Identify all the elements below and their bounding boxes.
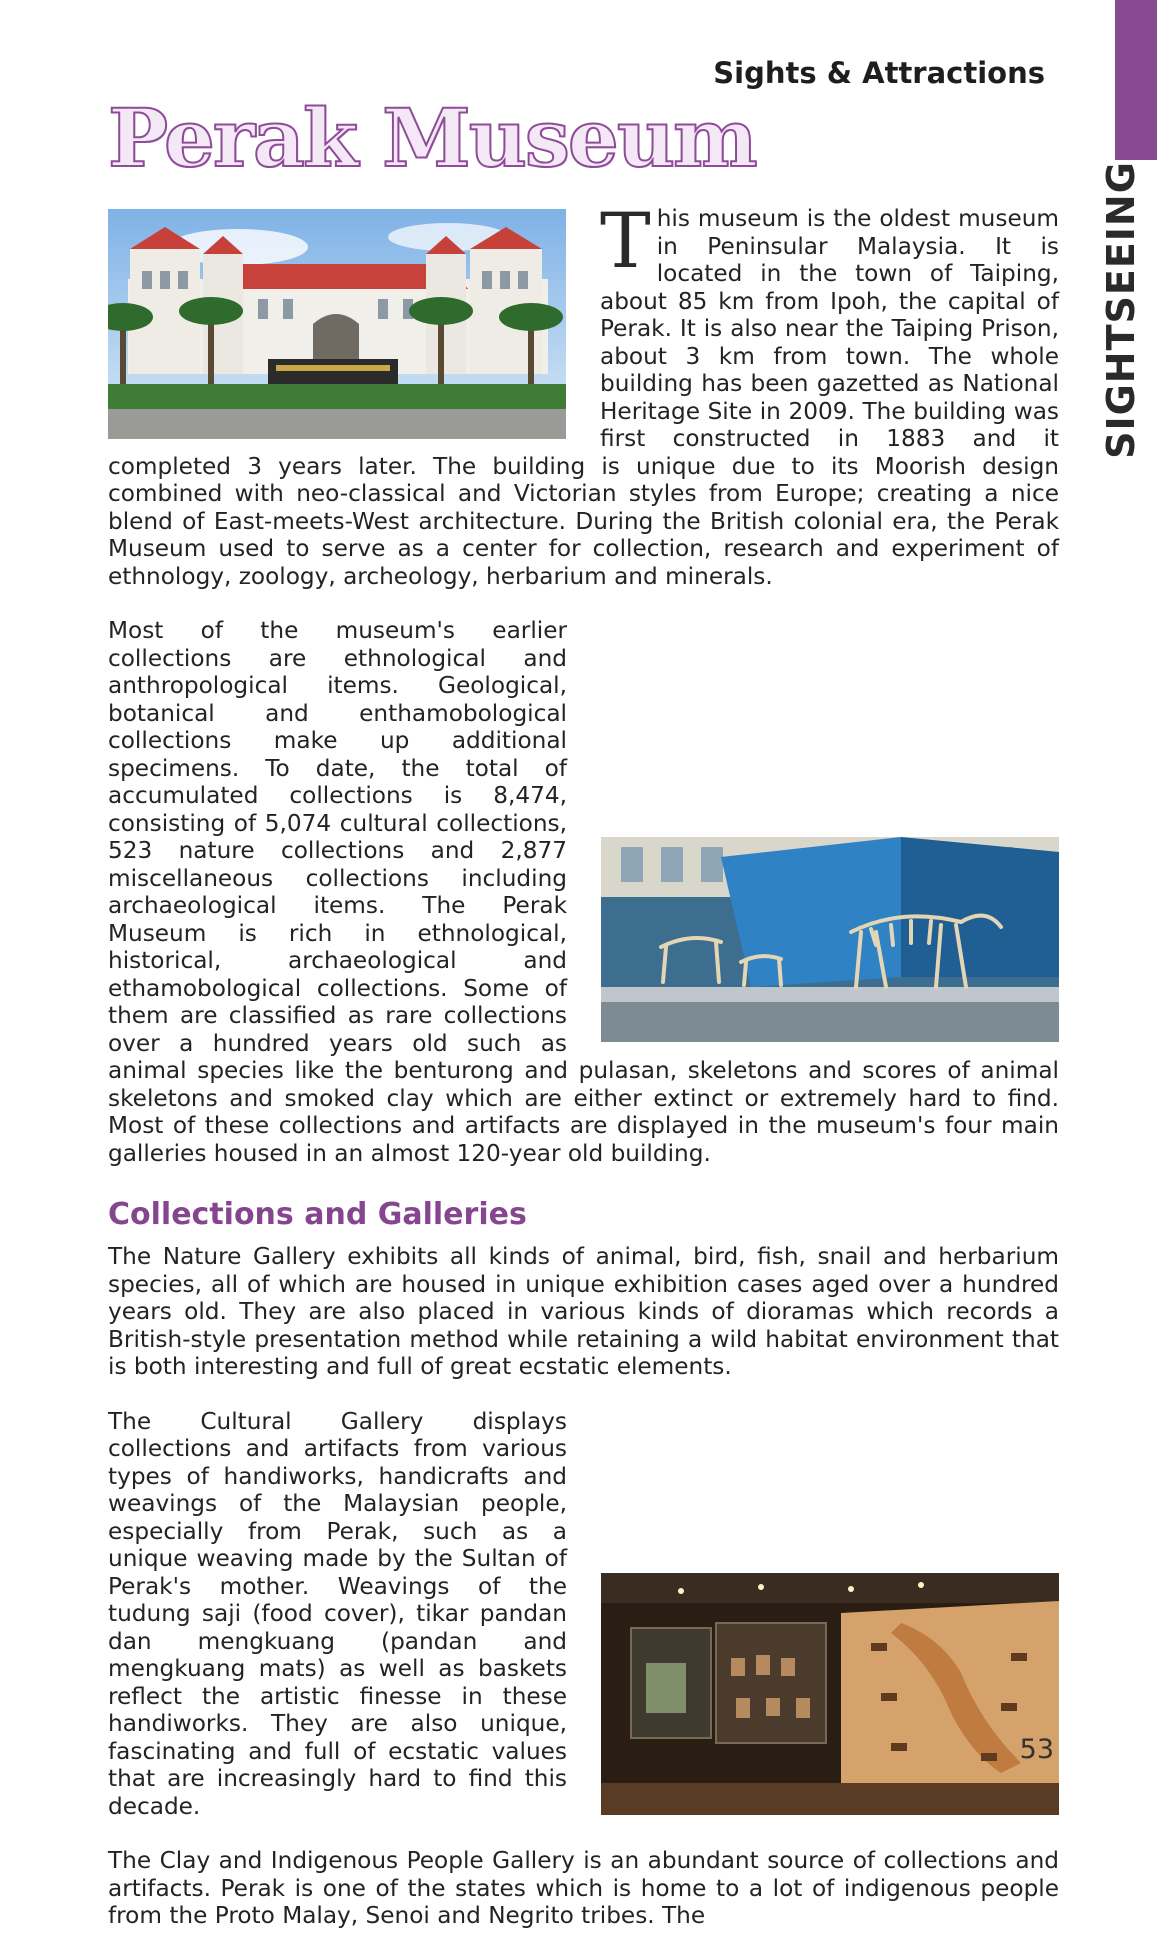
- side-tab-marker: [1115, 0, 1157, 160]
- intro-text: his museum is the oldest museum in Peninsular Malaysia. It is located in the town of Taiping, about 85 km from Ipoh, the capital of Perak. It is also near the Taiping Prison, about 3 km from town. The whole building has been gazetted as National Heritage Site in 2009. The building was first constructed in 1883 and it completed 3 years later. The building is unique due to its Moorish design combined with neo-classical and Victorian styles from Europe; creating a nice blend of East-meets-West architecture. During the British colonial era, the Perak Museum used to serve as a center for collection, research and experiment of ethnology, zoology, archeology, herbarium and minerals.: [108, 205, 1059, 590]
- article-body: [108, 196, 1059, 1957]
- section-label: Sights & Attractions: [713, 56, 1045, 90]
- drop-cap: T: [600, 196, 651, 285]
- side-tab-label: [1086, 161, 1156, 459]
- cultural-gallery-text: The Cultural Gallery displays collections and artifacts from various types of handiworks, handicrafts and weavings of the Malaysian people, especially from Perak, such as a unique weaving made by the Sultan of Perak's mother. Weavings of the tudung saji (food cover), tikar pandan dan mengkuang (pandan and mengkuang mats) as well as baskets reflect the artistic finesse in these handiworks. They are also unique, fascinating and full of ecstatic values that are increasingly hard to find this decade.: [108, 1407, 567, 1820]
- collections-galleries-heading: Collections and Galleries: [108, 1197, 527, 1232]
- collections-paragraph: [108, 617, 1059, 1167]
- nature-gallery-paragraph: The Nature Gallery exhibits all kinds of animal, bird, fish, snail and herbarium species, all of which are housed in unique exhibition cases aged over a hundred years old. They are also placed in various kinds of dioramas which records a British-style presentation method while retaining a wild habitat environment that is both interesting and full of great ecstatic elements.: [108, 1243, 1059, 1380]
- clay-gallery-paragraph: The Clay and Indigenous People Gallery is an abundant source of collections and artifacts. Perak is one of the states which is home to a lot of indigenous people from the Proto Malay, Senoi and Negrito tribes. The: [108, 1847, 1059, 1929]
- page-title: Perak Museum: [108, 91, 756, 185]
- collections-text: Most of the museum's earlier collections are ethnological and anthropological items. Geological, botanical and enthamobological collections make up additional specimens. To date, the total of accumulated collections is 8,474, consisting of 5,074 cultural collections, 523 nature collections and 2,877 miscellaneous collections including archaeological items. The Perak Museum is rich in ethnological, historical, archaeological and ethamobological collections. Some of them are classified as rare collections over a hundred years old such as animal species like the benturong and pulasan, skeletons and scores of animal skeletons and smoked clay which are either extinct or extremely hard to find. Most of these collections and artifacts are displayed in the museum's four main galleries housed in an almost 120-year old building.: [108, 617, 1059, 1167]
- page-number: 53: [1019, 1734, 1054, 1765]
- animal-skeletons-photo: [601, 837, 1059, 1042]
- clay-gallery-photo: [601, 1573, 1059, 1815]
- museum-facade-photo: [108, 209, 566, 439]
- side-tab-text: SIGHTSEEING: [1099, 161, 1143, 459]
- cultural-gallery-paragraph: [108, 1408, 1059, 1821]
